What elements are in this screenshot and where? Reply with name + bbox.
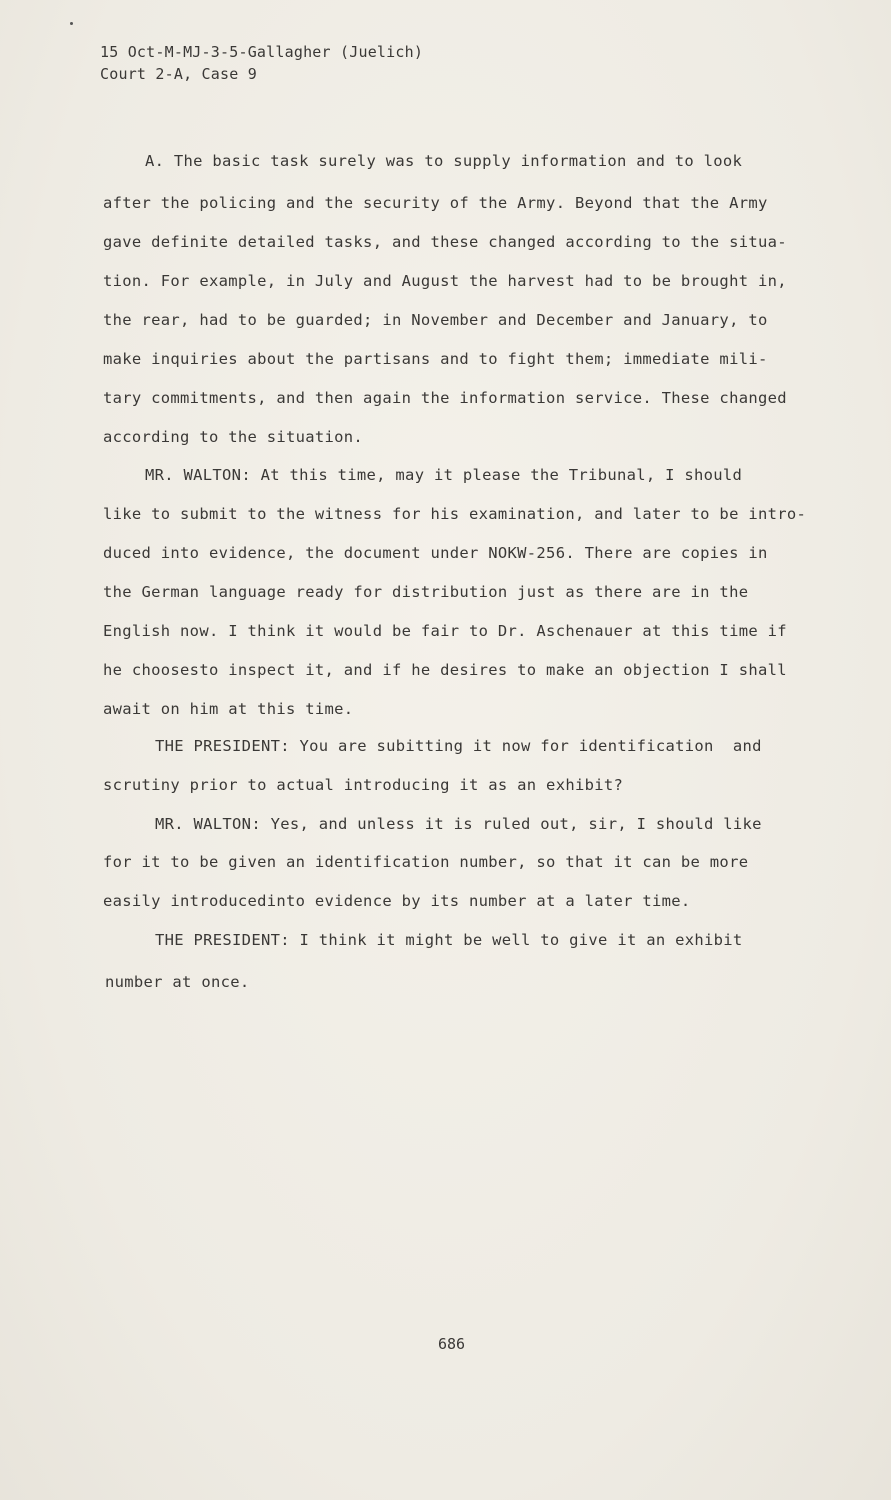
text-line: like to submit to the witness for his examination, and later to be intro- bbox=[103, 505, 807, 523]
text-line: English now. I think it would be fair to Dr. Aschenauer at this time if bbox=[103, 622, 787, 640]
paper-speck bbox=[70, 22, 73, 25]
text-line: make inquiries about the partisans and to fight them; immediate mili- bbox=[103, 350, 768, 368]
page-number: 686 bbox=[438, 1335, 466, 1353]
text-line: THE PRESIDENT: I think it might be well to give it an exhibit bbox=[155, 931, 743, 949]
text-line: after the policing and the security of the Army. Beyond that the Army bbox=[103, 194, 768, 212]
header-line-2: Court 2-A, Case 9 bbox=[100, 65, 257, 83]
text-line: for it to be given an identification number, so that it can be more bbox=[103, 853, 749, 871]
text-line: the German language ready for distribution just as there are in the bbox=[103, 583, 749, 601]
text-line: easily introducedinto evidence by its number at a later time. bbox=[103, 892, 691, 910]
header-line-1: 15 Oct-M-MJ-3-5-Gallagher (Juelich) bbox=[100, 43, 424, 61]
text-line: THE PRESIDENT: You are subitting it now for identification and bbox=[155, 737, 762, 755]
text-line: he choosesto inspect it, and if he desires to make an objection I shall bbox=[103, 661, 787, 679]
text-line: MR. WALTON: Yes, and unless it is ruled out, sir, I should like bbox=[155, 815, 762, 833]
text-line: number at once. bbox=[105, 973, 250, 991]
text-line: gave definite detailed tasks, and these changed according to the situa- bbox=[103, 233, 787, 251]
document-header bbox=[100, 41, 423, 85]
text-line: according to the situation. bbox=[103, 428, 364, 446]
text-line: A. The basic task surely was to supply information and to look bbox=[145, 152, 743, 170]
text-line: scrutiny prior to actual introducing it as an exhibit? bbox=[103, 776, 624, 794]
text-line: tion. For example, in July and August the harvest had to be brought in, bbox=[103, 272, 787, 290]
text-line: tary commitments, and then again the information service. These changed bbox=[103, 389, 787, 407]
text-line: MR. WALTON: At this time, may it please the Tribunal, I should bbox=[145, 466, 743, 484]
text-line: await on him at this time. bbox=[103, 700, 354, 718]
text-line: duced into evidence, the document under NOKW-256. There are copies in bbox=[103, 544, 768, 562]
text-line: the rear, had to be guarded; in November and December and January, to bbox=[103, 311, 768, 329]
